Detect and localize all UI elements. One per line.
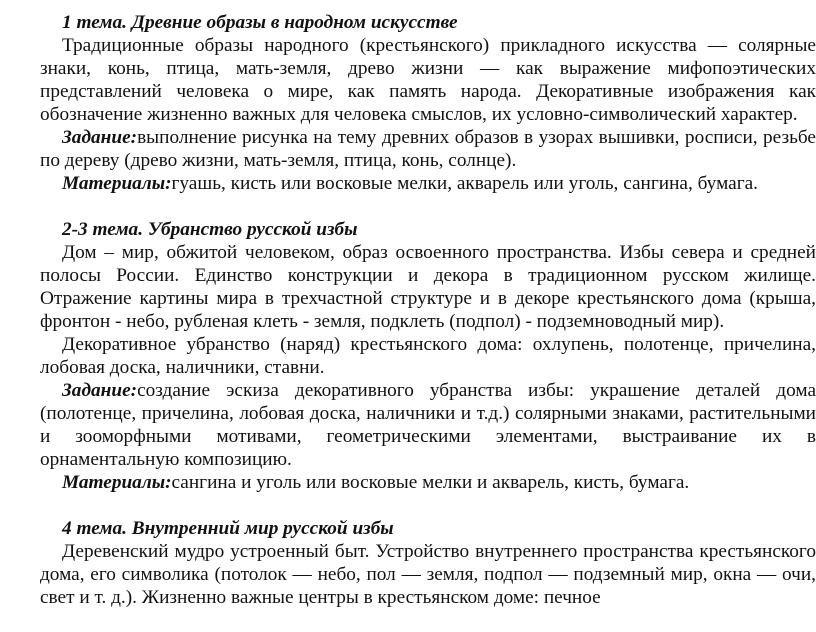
section-heading: 1 тема. Древние образы в народном искусстве xyxy=(62,12,458,33)
materials-text: гуашь, кисть или восковые мелки, акварель или уголь, сангина, бумага. xyxy=(171,173,758,194)
materials-paragraph xyxy=(40,172,816,195)
section-heading: 2-3 тема. Убранство русской избы xyxy=(62,219,358,240)
section-paragraph: Традиционные образы народного (крестьянского) прикладного искусства — солярные знаки, конь, птица, мать-земля, древо жизни — как выражение мифопоэтических представлений человека о мире, как память народа. Декоративные изображения как обозначение жизненно важных для человека смыслов, их условно-символический характер. xyxy=(40,35,816,125)
materials-label: Материалы: xyxy=(62,173,172,194)
section-theme-4 xyxy=(40,517,816,609)
materials-paragraph xyxy=(40,471,816,494)
task-label: Задание: xyxy=(62,127,138,148)
section-paragraph: Дом – мир, обжитой человеком, образ освоенного пространства. Избы севера и средней полосы России. Единство конструкции и декора в традиционном русском жилище. Отражение картины мира в трехчастной структуре и в декоре крестьянского дома (крыша, фронтон - небо, рубленая клеть - земля, подклеть (подпол) - подземноводный мир). xyxy=(40,242,816,332)
materials-text: сангина и уголь или восковые мелки и акварель, кисть, бумага. xyxy=(171,472,690,493)
section-paragraph: Деревенский мудро устроенный быт. Устройство внутреннего пространства крестьянского дома, его символика (потолок — небо, пол — земля, подпол — подземный мир, окна — очи, свет и т. д.). Жизненно важные центры в крестьянском доме: печное xyxy=(40,541,816,608)
section-paragraph: Декоративное убранство (наряд) крестьянского дома: охлупень, полотенце, причелина, лобовая доска, наличники, ставни. xyxy=(40,334,816,378)
section-heading: 4 тема. Внутренний мир русской избы xyxy=(62,518,394,539)
task-paragraph xyxy=(40,126,816,172)
task-paragraph xyxy=(40,379,816,471)
document-page xyxy=(40,11,816,609)
task-label: Задание: xyxy=(62,380,138,401)
section-theme-2-3 xyxy=(40,218,816,494)
task-text: выполнение рисунка на тему древних образов в узорах вышивки, росписи, резьбе по дереву (древо жизни, мать-земля, птица, конь, солнце). xyxy=(40,127,816,171)
materials-label: Материалы: xyxy=(62,472,172,493)
task-text: создание эскиза декоративного убранства избы: украшение деталей дома (полотенце, причелина, лобовая доска, наличники и т.д.) солярными знаками, растительными и зооморфными мотивами, геометрическими элементами, выстраивание их в орнаментальную композицию. xyxy=(40,380,816,470)
section-theme-1 xyxy=(40,11,816,195)
